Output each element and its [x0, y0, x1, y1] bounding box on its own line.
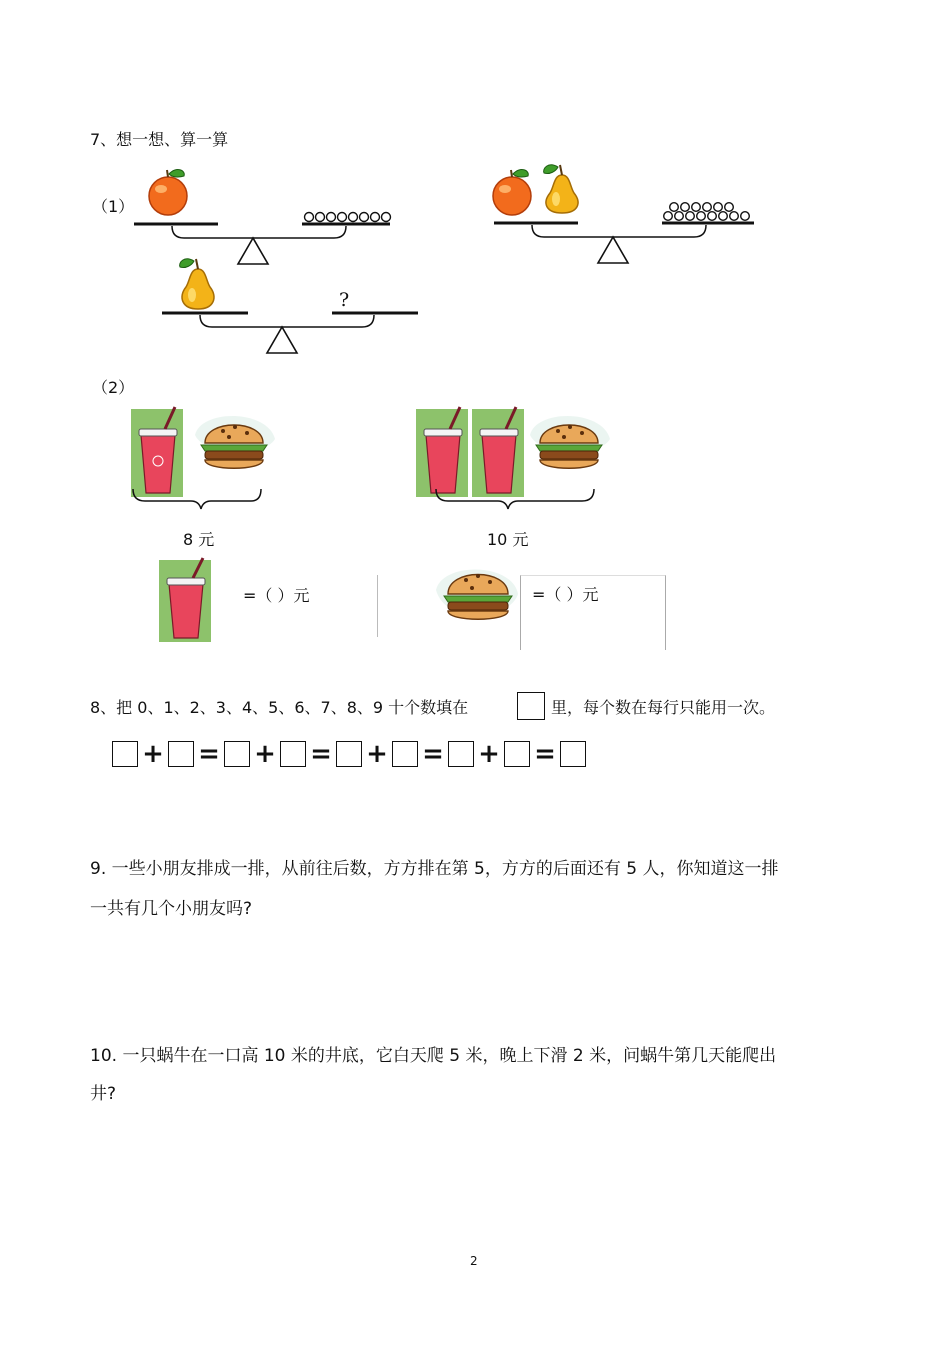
answer-box-sample — [517, 692, 545, 720]
plus-sign: + — [142, 739, 164, 769]
burger-icon — [432, 560, 522, 644]
page-number: 2 — [470, 1254, 478, 1268]
blank-box[interactable] — [504, 741, 530, 767]
bead-row — [305, 213, 391, 222]
combo-group-1 — [125, 405, 285, 513]
balance-scale-1 — [120, 160, 420, 270]
unknown-weight-mark: ? — [339, 289, 350, 311]
q10-line1: 10. 一只蜗牛在一口高 10 米的井底，它白天爬 5 米，晚上下滑 2 米，问蜗牛第几天能爬出 — [90, 1046, 777, 1066]
q7-part2-label: （2） — [92, 378, 135, 397]
plus-sign: + — [254, 739, 276, 769]
bead-pile — [664, 203, 750, 221]
combo-2-price: 10 元 — [487, 530, 529, 549]
drink-cup-icon — [131, 407, 183, 497]
blank-box[interactable] — [224, 741, 250, 767]
blank-box[interactable] — [280, 741, 306, 767]
plus-sign: + — [366, 739, 388, 769]
divider — [377, 575, 378, 637]
q7-title: 7、想一想、算一算 — [90, 130, 229, 149]
apple-icon — [149, 170, 187, 215]
pear-icon — [180, 259, 214, 309]
drink-cup-icon — [416, 407, 468, 497]
q10-line2: 井? — [90, 1084, 117, 1104]
equals-sign: = — [310, 739, 332, 769]
blank-box[interactable] — [168, 741, 194, 767]
blank-box[interactable] — [112, 741, 138, 767]
q9-line1: 9. 一些小朋友排成一排，从前往后数，方方排在第 5，方方的后面还有 5 人，你知道这一排 — [90, 859, 779, 879]
apple-icon — [493, 170, 531, 215]
blank-box[interactable] — [560, 741, 586, 767]
q7-part1-label: （1） — [92, 197, 135, 216]
drink-cup-icon — [155, 558, 217, 644]
equals-sign: = — [422, 739, 444, 769]
burger-icon — [195, 416, 275, 468]
drink-price-answer: =（ ）元 — [243, 586, 310, 605]
burger-price-answer: =（ ）元 — [532, 585, 599, 604]
blank-box[interactable] — [448, 741, 474, 767]
drink-cup-icon — [472, 407, 524, 497]
q8-text-after: 里，每个数在每行只能用一次。 — [551, 698, 776, 717]
burger-icon — [530, 416, 610, 468]
combo-group-2 — [410, 405, 620, 513]
equals-sign: = — [534, 739, 556, 769]
q8-text-before: 8、把 0、1、2、3、4、5、6、7、8、9 十个数填在 — [90, 698, 469, 717]
pear-icon — [544, 165, 578, 213]
blank-box[interactable] — [392, 741, 418, 767]
equals-sign: = — [198, 739, 220, 769]
balance-scale-2 — [480, 155, 780, 270]
plus-sign: + — [478, 739, 500, 769]
q8-equation-row — [112, 740, 586, 768]
combo-1-price: 8 元 — [183, 530, 215, 549]
blank-box[interactable] — [336, 741, 362, 767]
balance-scale-3 — [150, 255, 430, 360]
q9-line2: 一共有几个小朋友吗? — [90, 899, 253, 919]
